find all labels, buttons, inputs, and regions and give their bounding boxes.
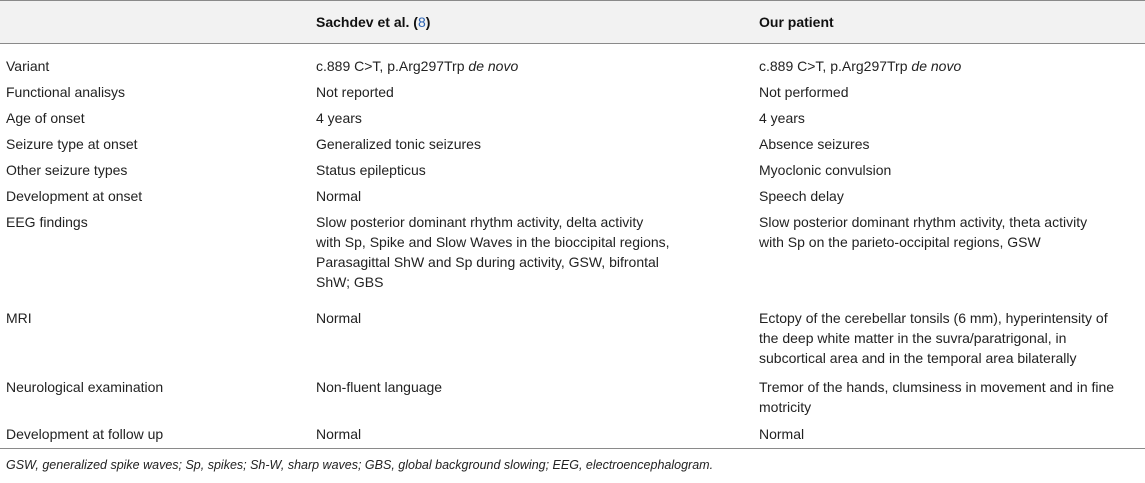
row-label: Neurological examination — [6, 379, 164, 395]
value-line: the deep white matter in the suvra/paratrigonal, in — [759, 330, 1067, 346]
value-line: Tremor of the hands, clumsiness in movement and in fine — [759, 379, 1115, 395]
header-col3: Our patient — [759, 14, 834, 30]
row-label: Development at follow up — [6, 426, 164, 442]
sachdev-value: Non-fluent language — [316, 379, 443, 395]
table-bottom-rule — [0, 448, 1145, 449]
header-col2-close: ) — [425, 14, 431, 30]
value-line: ShW; GBS — [316, 274, 384, 290]
value-line: Slow posterior dominant rhythm activity, theta activity — [759, 214, 1088, 230]
value-line: with Sp on the parieto-occipital regions, GSW — [759, 234, 1041, 250]
value-emphasis: de novo — [911, 58, 962, 74]
patient-value: Normal — [759, 426, 805, 442]
header-col2-text: Sachdev et al. ( — [316, 14, 418, 30]
row-label: MRI — [6, 310, 32, 326]
value-line: Ectopy of the cerebellar tonsils (6 mm), hyperintensity of — [759, 310, 1108, 326]
value-line: Parasagittal ShW and Sp during activity, GSW, bifrontal — [316, 254, 659, 270]
value-text: c.889 C>T, p.Arg297Trp — [759, 58, 912, 74]
patient-value: 4 years — [759, 110, 805, 126]
sachdev-value: Generalized tonic seizures — [316, 136, 481, 152]
patient-value — [759, 377, 1139, 417]
sachdev-value: Normal — [316, 188, 362, 204]
sachdev-value — [316, 212, 736, 292]
patient-value — [759, 56, 1139, 76]
row-label: EEG findings — [6, 214, 88, 230]
patient-value: Not performed — [759, 84, 849, 100]
patient-value — [759, 308, 1139, 368]
header-col2 — [316, 14, 430, 30]
sachdev-value: Status epilepticus — [316, 162, 426, 178]
table-footnote: GSW, generalized spike waves; Sp, spikes; Sh-W, sharp waves; GBS, global background slowing; EEG, electroencephalogram. — [6, 458, 714, 472]
row-label: Seizure type at onset — [6, 136, 138, 152]
patient-value: Absence seizures — [759, 136, 870, 152]
table-header-row — [0, 0, 1145, 44]
patient-value — [759, 212, 1139, 252]
sachdev-value — [316, 56, 736, 76]
value-line: motricity — [759, 399, 812, 415]
value-line: with Sp, Spike and Slow Waves in the bioccipital regions, — [316, 234, 670, 250]
sachdev-value: Normal — [316, 426, 362, 442]
value-text: c.889 C>T, p.Arg297Trp — [316, 58, 469, 74]
row-label: Functional analisys — [6, 84, 126, 100]
sachdev-value: 4 years — [316, 110, 362, 126]
sachdev-value: Normal — [316, 310, 362, 326]
value-line: subcortical area and in the temporal area bilaterally — [759, 350, 1077, 366]
row-label: Development at onset — [6, 188, 143, 204]
row-label: Age of onset — [6, 110, 85, 126]
patient-value: Myoclonic convulsion — [759, 162, 892, 178]
sachdev-value: Not reported — [316, 84, 394, 100]
value-emphasis: de novo — [468, 58, 519, 74]
row-label: Other seizure types — [6, 162, 128, 178]
reference-link[interactable]: 8 — [417, 14, 426, 30]
value-line: Slow posterior dominant rhythm activity, delta activity — [316, 214, 644, 230]
row-label: Variant — [6, 58, 50, 74]
patient-value: Speech delay — [759, 188, 844, 204]
